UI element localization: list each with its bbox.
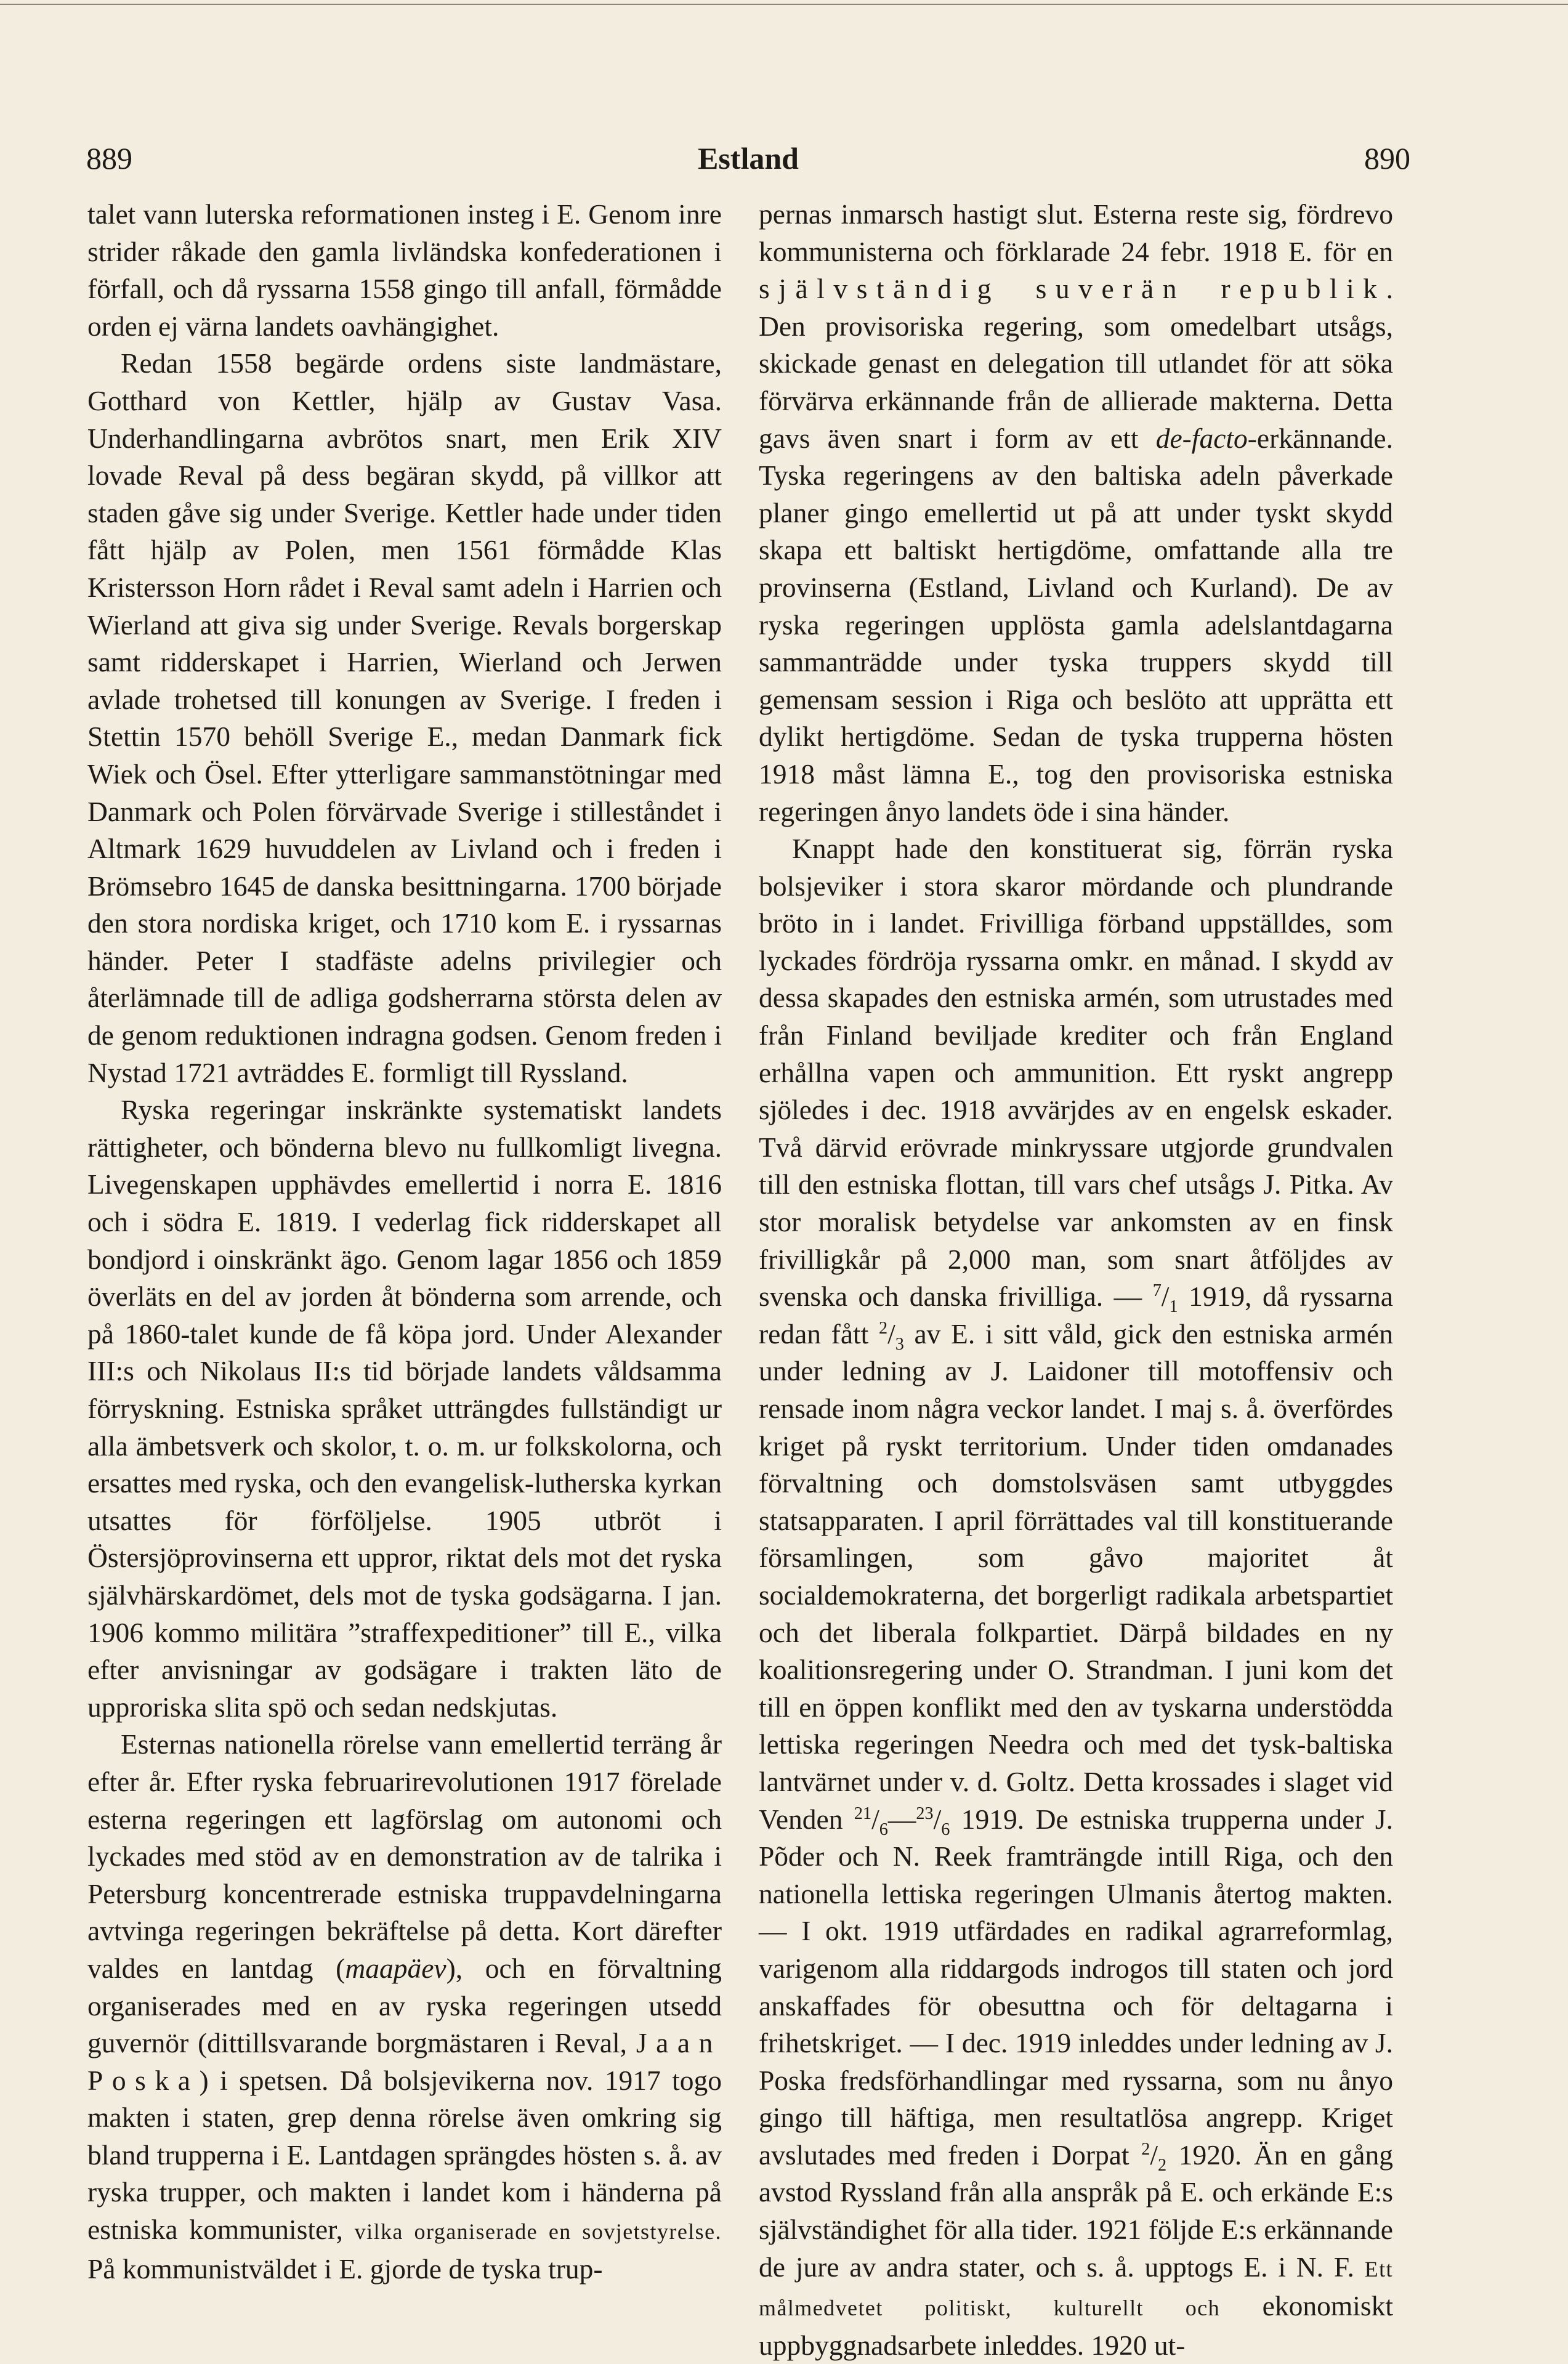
page-number-right: 890 <box>1364 141 1410 176</box>
fraction-denominator: 3 <box>895 1334 904 1354</box>
fraction-numerator: 21 <box>854 1803 872 1823</box>
text-run: 1919, då ryssarna redan fått <box>759 1281 1393 1350</box>
text-run: pernas inmarsch hastigt slut. Esterna reste sig, fördrevo kommunisterna och förklarade 24 febr. 1918 E. för en <box>759 198 1393 267</box>
text-run: ), och en förvaltning organiserades med en av ryska regeringen utsedd guvernör (dittillsvarande borgmästaren i Reval, <box>87 1952 722 2059</box>
small-text: vilka organiserade en sovjetstyrelse. <box>354 2219 722 2245</box>
paragraph: Knappt hade den konstituerat sig, förrän ryska bolsjeviker i stora skaror mördande och plundrande bröto in i landet. Frivilliga förband uppställdes, som lyckades fördröja ryssarna omkr. en månad. I skydd av dessa skapades den estniska armén, som utrustades med från Finland beviljade krediter och från England erhållna vapen och ammunition. Ett ryskt angrepp sjöledes i dec. 1918 avvärjdes av en engelsk eskader. Två därvid erövrade minkryssare utgjorde grundvalen till den estniska flottan, till vars chef utsågs J. Pitka. Av stor moralisk betydelse var ankomsten av en finsk frivilligkår på 2,000 man, som snart åtföljdes av svenska och danska frivilliga. — $^7/_1$ 1919, då ryssarna redan fått $^2/_3$ av E. i sitt våld, gick den estniska armén under ledning av J. Laidoner till motoffensiv och rensade inom några veckor landet. I maj s. å. överfördes kriget på ryskt territorium. Under tiden omdanades förvaltning och domstolsväsen samt utbyggdes statsapparaten. I april förrättades val till konstituerande församlingen, som gåvo majoritet åt socialdemokraterna, det borgerligt radikala arbetspartiet och det liberala folkpartiet. Därpå bildades en ny koalitionsregering under O. Strandman. I juni kom det till en öppen konflikt med den av tyskarna understödda lettiska regeringen Needra och med det tysk-baltiska lantvärnet under v. d. Goltz. Detta krossades i slaget vid Venden $^{21}/_6—^{23}/_6$ 1919. De estniska trupperna under J. Põder och N. Reek framträngde intill Riga, och den nationella lettiska regeringen Ulmanis återtog makten. — I okt. 1919 utfärdades en radikal agrarreformlag, varigenom alla riddargods indrogos till staten och jord anskaffades för obesuttna och för deltagarna i frihetskriget. — I dec. 1919 inleddes under ledning av J. Poska fredsförhandlingar med ryssarna, som nu ånyo gingo till häftiga, men resultatlösa angrepp. Kriget avslutades med freden i Dorpat $^2/_2$ 1920. Än en gång avstod Ryssland från alla anspråk på E. och erkände E:s självständighet för alla tider. 1921 följde E:s erkännande de jure av andra stater, och s. å. upptogs E. i N. F. Ett målmedvetet politiskt, kulturellt och ekonomiskt uppbyggnadsarbete inleddes. 1920 ut- <box>759 833 1393 2361</box>
italic-term: maapäev <box>345 1952 447 1984</box>
paragraph: Ryska regeringar inskränkte systematiskt landets rättigheter, och bönderna blevo nu fullkomligt livegna. Livegenskapen upphävdes emellertid i norra E. 1816 och i södra E. 1819. I vederlag fick ridderskapet all bondjord i oinskränkt ägo. Genom lagar 1856 och 1859 överläts en del av jorden åt bönderna som arrende, och på 1860-talet kunde de få köpa jord. Under Alexander III:s och Nikolaus II:s tid började landets våldsamma förryskning. Estniska språket utträngdes fullständigt ur alla ämbetsverk och skolor, t. o. m. ur folkskolorna, och ersattes med ryska, och den evangelisk-lutherska kyrkan utsattes för förföljelse. 1905 utbröt i Östersjöprovinserna ett uppror, riktat dels mot det ryska självhärskardömet, dels mot de tyska godsägarna. I jan. 1906 kommo militära ”straffexpeditioner” till E., vilka efter anvisningar av godsägare i trakten läto de upproriska slita spö och sedan nedskjutas. <box>87 1094 722 1723</box>
italic-term: de-facto <box>1155 422 1248 454</box>
text-run: . Den provisoriska regering, som omedelbart utsågs, skickade genast en delegation till utlandet för att söka förvärva erkännande från de allierade makterna. Detta gavs även snart i form av ett <box>759 273 1393 454</box>
text-run: Esternas nationella rörelse vann emellertid terräng år efter år. Efter ryska februarirevolutionen 1917 förelade esterna regeringen ett lagförslag om autonomi och lyckades med stöd av en demonstration av de talrika i Petersburg koncentrerade estniska truppavdelningarna avtvinga regeringen bekräftelse på detta. Kort därefter valdes en lantdag ( <box>87 1728 722 1984</box>
text-run: -erkännande. Tyska regeringens av den baltiska adeln påverkade planer gingo emellertid ut på att under tyskt skydd skapa ett baltiskt hertigdöme, omfattande alla tre provinserna (Estland, Livland och Kurland). De av ryska regeringen upplösta gamla adelslantdagarna sammanträdde under tyska truppers skydd till gemensam session i Riga och beslöto att upprätta ett dylikt hertigdöme. Sedan de tyska trupperna hösten 1918 måst lämna E., tog den provisoriska estniska regeringen ånyo landets öde i sina händer. <box>759 422 1393 827</box>
text-run: ) i spetsen. Då bolsjevikerna nov. 1917 togo makten i staten, grep denna rörelse även omkring sig bland trupperna i E. Lantdagen sprängdes hösten s. å. av ryska trupper, och makten i landet kom i händerna på estniska kommunister, <box>87 2064 722 2246</box>
fraction-denominator: 6 <box>941 1820 950 1839</box>
fraction-denominator: 2 <box>1157 2155 1167 2175</box>
left-column <box>87 196 722 2288</box>
small-text: Ett målmedvetet politiskt, kulturellt och <box>759 2256 1393 2321</box>
text-run: 1919. De estniska trupperna under J. Põder och N. Reek framträngde intill Riga, och den nationella lettiska regeringen Ulmanis återtog makten. — I okt. 1919 utfärdades en radikal agrarreformlag, varigenom alla riddargods indrogos till staten och jord anskaffades för obesuttna och för deltagarna i frihetskriget. — I dec. 1919 inleddes under ledning av J. Poska fredsförhandlingar med ryssarna, som nu ånyo gingo till häftiga, men resultatlösa angrepp. Kriget avslutades med freden i Dorpat <box>759 1803 1393 2171</box>
fraction-denominator: 6 <box>879 1820 888 1839</box>
fraction-numerator: 2 <box>1141 2139 1150 2159</box>
page-header <box>86 140 1410 190</box>
fraction-numerator: 2 <box>878 1318 888 1338</box>
text-run: av E. i sitt våld, gick den estniska armén under ledning av J. Laidoner till motoffensiv och rensade inom några veckor landet. I maj s. å. överfördes kriget på ryskt territorium. Under tiden omdanades förvaltning och domstolsväsen samt utbyggdes statsapparaten. I april förrättades val till konstituerande församlingen, som gåvo majoritet åt socialdemokraterna, det borgerligt radikala arbetspartiet och det liberala folkpartiet. Därpå bildades en ny koalitionsregering under O. Strandman. I juni kom det till en öppen konflikt med den av tyskarna understödda lettiska regeringen Needra och med det tysk-baltiska lantvärnet under v. d. Goltz. Detta krossades i slaget vid Venden <box>759 1318 1393 1835</box>
fraction-numerator: 7 <box>1152 1281 1162 1301</box>
text-run: 1920. Än en gång avstod Ryssland från alla anspråk på E. och erkände E:s självständighet för alla tider. 1921 följde E:s erkännande de jure av andra stater, och s. å. upptogs E. i N. F. <box>759 2139 1393 2283</box>
paragraph <box>759 196 1393 830</box>
text-run: Knappt hade den konstituerat sig, förrän ryska bolsjeviker i stora skaror mördande och plundrande bröto in i landet. Frivilliga förband uppställdes, som lyckades fördröja ryssarna omkr. en månad. I skydd av dessa skapades den estniska armén, som utrustades med från Finland beviljade krediter och från England erhållna vapen och ammunition. Ett ryskt angrepp sjöledes i dec. 1918 avvärjdes av en engelsk eskader. Två därvid erövrade minkryssare utgjorde grundvalen till den estniska flottan, till vars chef utsågs J. Pitka. Av stor moralisk betydelse var ankomsten av en finsk frivilligkår på 2,000 man, som snart åtföljdes av svenska och danska frivilliga. — <box>759 833 1393 1313</box>
text-run: ekonomiskt uppbyggnadsarbete inleddes. 1920 ut- <box>759 2290 1393 2361</box>
fraction-denominator: 1 <box>1169 1297 1178 1317</box>
text-run: På kommunistväldet i E. gjorde de tyska trup- <box>87 2253 603 2285</box>
page-number-left: 889 <box>86 141 132 176</box>
page-edge-line <box>0 4 1568 5</box>
running-title: Estland <box>698 141 799 176</box>
paragraph <box>87 1726 722 2288</box>
right-column <box>759 196 1393 2364</box>
spaced-name: Jaan Poska <box>87 2027 722 2096</box>
fraction-numerator: 23 <box>916 1803 934 1823</box>
spaced-emphasis: självständig suverän republik <box>759 273 1386 305</box>
paragraph: Redan 1558 begärde ordens siste landmästare, Gotthard von Kettler, hjälp av Gustav Vasa. Underhandlingarna avbrötos snart, men Erik XIV lovade Reval på dess begäran skydd, på villkor att staden gåve sig under Sverige. Kettler hade under tiden fått hjälp av Polen, men 1561 förmådde Klas Kristersson Horn rådet i Reval samt adeln i Harrien och Wierland att giva sig under Sverige. Revals borgerskap samt ridderskapet i Harrien, Wierland och Jerwen avlade trohetsed till konungen av Sverige. I freden i Stettin 1570 behöll Sverige E., medan Danmark fick Wiek och Ösel. Efter ytterligare sammanstötningar med Danmark och Polen förvärvade Sverige i stilleståndet i Altmark 1629 huvuddelen av Livland och i freden i Brömsebro 1645 de danska besittningarna. 1700 började den stora nordiska kriget, och 1710 kom E. i ryssarnas händer. Peter I stadfäste adelns privilegier och återlämnade till de adliga godsherrarna största delen av de genom reduktionen indragna godsen. Genom freden i Nystad 1721 avträddes E. formligt till Ryssland. <box>87 347 722 1088</box>
paragraph: talet vann luterska reformationen insteg i E. Genom inre strider råkade den gamla livländska konfederationen i förfall, och då ryssarna 1558 gingo till anfall, förmådde orden ej värna landets oavhängighet. <box>87 198 722 342</box>
